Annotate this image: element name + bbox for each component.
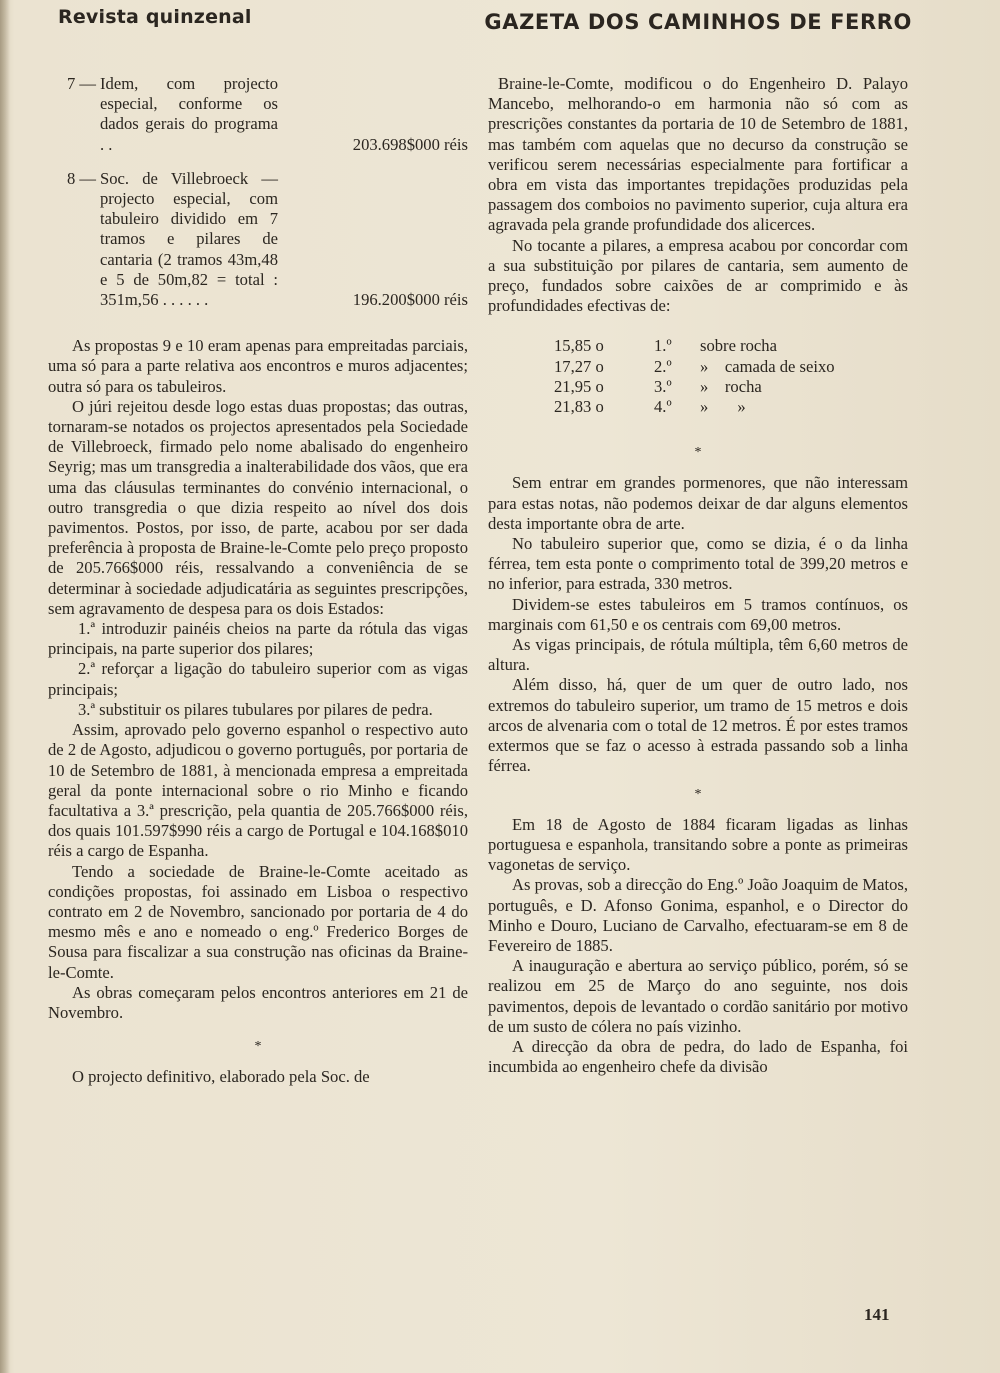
paragraph: No tabuleiro superior que, como se dizia, é o da linha férrea, tem esta ponte o comprimento total de 399,20 metros e no inferior, para estrada, 330 metros.	[488, 534, 908, 594]
list-item	[48, 169, 468, 310]
page-number: 141	[864, 1305, 890, 1324]
prescription-list	[48, 619, 468, 720]
paragraph: Além disso, há, quer de um quer de outro lado, nos extremos do tabuleiro superior, um tramo de 15 metros e dois arcos de alvenaria com o total de 12 metros. É por estes tramos extermos que se faz o acesso à estrada passando sob a linha férrea.	[488, 675, 908, 776]
ground-type: » camada de seixo	[700, 356, 835, 376]
binding-shadow	[0, 0, 10, 1373]
paragraph: A inauguração e abertura ao serviço público, porém, só se realizou em 25 de Março do ano seguinte, nos dois pavimentos, depois de levantado o cordão sanitário por motivo de um susto de cólera no país vizinho.	[488, 956, 908, 1036]
table-row	[554, 377, 908, 397]
paragraph: As vigas principais, de rótula múltipla, têm 6,60 metros de altura.	[488, 635, 908, 675]
paragraph: Em 18 de Agosto de 1884 ficaram ligadas as linhas portuguesa e espanhola, transitando sobre a ponte as primeiras vagonetas de serviço.	[488, 814, 908, 875]
pillar-number: 2.º	[654, 356, 672, 376]
depth-value: 21,95 o	[554, 376, 604, 396]
paragraph: As provas, sob a direcção do Eng.º João Joaquim de Matos, português, e D. Afonso Gonima, espanhol, e o Director do Minho e Douro, Luciano de Carvalho, efectuaram-se em 8 de Fevereiro de 1885.	[488, 875, 908, 955]
ground-type: sobre rocha	[700, 336, 777, 356]
right-column	[488, 74, 908, 1077]
item-number: 7 —	[66, 74, 96, 93]
paragraph: Braine-le-Comte, modificou o do Engenheiro D. Palayo Mancebo, melhorando-o em harmonia não só com as prescrições constantes da portaria de 10 de Setembro de 1881, mas também com aquelas que no decurso da construção se verificou serem necessárias especialmente para fortificar a obra em vista das importantes trepidações produzidas pela passagem dos comboios no pavimento superior, cuja altura era agravada pela grande profundidade dos alicerces.	[488, 74, 908, 235]
paragraph: As propostas 9 e 10 eram apenas para empreitadas parciais, uma só para a parte relativa aos encontros e muros adjacentes; outra só para os tabuleiros.	[48, 336, 468, 396]
pillar-number: 1.º	[654, 336, 672, 356]
header-periodical: Revista quinzenal	[58, 6, 252, 28]
table-row	[554, 336, 908, 356]
pillar-number: 3.º	[654, 376, 672, 396]
prescription: 1.ª introduzir painéis cheios na parte da rótula das vigas principais, na parte superior dos pilares;	[48, 619, 468, 659]
paragraph: Dividem-se estes tabuleiros em 5 tramos contínuos, os marginais com 61,50 e os centrais com 69,00 metros.	[488, 594, 908, 634]
item-text: Soc. de Villebroeck — projecto especial, com tabuleiro dividido em 7 tramos e pilares de cantaria (2 tramos 43m,48 e 5 de 50m,82 = total : 351m,56 . . . . . .	[100, 168, 278, 310]
depth-value: 17,27 o	[554, 356, 604, 376]
ground-type: » »	[700, 397, 746, 417]
section-separator: *	[694, 786, 702, 802]
left-column	[48, 74, 468, 1088]
paragraph: No tocante a pilares, a empresa acabou por concordar com a sua substituição por pilares de cantaria, sem aumento de preço, fundados sobre caixões de ar comprimido e às profundidades efectivas de:	[488, 235, 908, 316]
prescription: 2.ª reforçar a ligação do tabuleiro superior com as vigas principais;	[48, 659, 468, 699]
table-row	[554, 357, 908, 377]
paragraph: O projecto definitivo, elaborado pela Soc. de	[72, 1067, 370, 1087]
item-amount: 196.200$000 réis	[352, 290, 468, 310]
paragraph: A direcção da obra de pedra, do lado de Espanha, foi incumbida ao engenheiro chefe da divisão	[488, 1036, 908, 1077]
item-text: Idem, com projecto especial, conforme os dados gerais do programa . .	[100, 74, 278, 154]
prescription: 3.ª substituir os pilares tubulares por pilares de pedra.	[78, 699, 433, 719]
paragraph: Tendo a sociedade de Braine-le-Comte aceitado as condições propostas, foi assinado em Lisboa o respectivo contrato em 2 de Novembro, sancionado por portaria de 4 do mesmo mês e ano e nomeado o eng.º Frederico Borges de Sousa para fiscalizar a sua construção nas oficinas da Braine-le-Comte.	[48, 861, 468, 982]
item-amount: 203.698$000 réis	[352, 134, 468, 154]
item-number: 8 —	[66, 168, 96, 188]
paragraph: Assim, aprovado pelo governo espanhol o respectivo auto de 2 de Agosto, adjudicou o governo português, por portaria de 10 de Setembro de 1881, à mencionada empresa a empreitada geral da ponte internacional sobre o rio Minho e ficando facultativa a 3.ª prescrição, pela quantia de 205.766$000 réis, dos quais 101.597$990 réis a cargo de Portugal e 104.168$010 réis a cargo de Espanha.	[48, 720, 468, 861]
depth-value: 15,85 o	[554, 336, 604, 356]
header-title: GAZETA DOS CAMINHOS DE FERRO	[484, 10, 912, 34]
paragraph: Sem entrar em grandes pormenores, que não interessam para estas notas, não podemos deixar de dar alguns elementos desta importante obra de arte.	[488, 473, 908, 533]
table-row	[554, 397, 908, 417]
section-separator: *	[254, 1039, 262, 1055]
paragraph: O júri rejeitou desde logo estas duas propostas; das outras, tornaram-se notados os projectos apresentados pela Sociedade de Villebroeck, firmado pelo nome abalisado do engenheiro Seyrig; mas um transgredia a inalterabilidade dos vãos, que era uma das cláusulas terminantes do convénio internacional, o outro transgredia o que dizia respeito ao nível dos dois pavimentos. Postos, por isso, de parte, acabou por ser dada preferência à proposta de Braine-le-Comte pelo preço proposto de 205.766$000 réis, ressalvando a conveniência de se determinar à sociedade adjudicatária as seguintes prescripções, sem agravamento de despesa para os dois Estados:	[48, 396, 468, 618]
ground-type: » rocha	[700, 376, 762, 396]
section-separator: *	[694, 445, 702, 461]
depth-table	[554, 336, 908, 417]
depth-value: 21,83 o	[554, 397, 604, 417]
paragraph: As obras começaram pelos encontros anteriores em 21 de Novembro.	[48, 982, 468, 1022]
pillar-number: 4.º	[654, 397, 672, 417]
list-item	[48, 74, 468, 155]
